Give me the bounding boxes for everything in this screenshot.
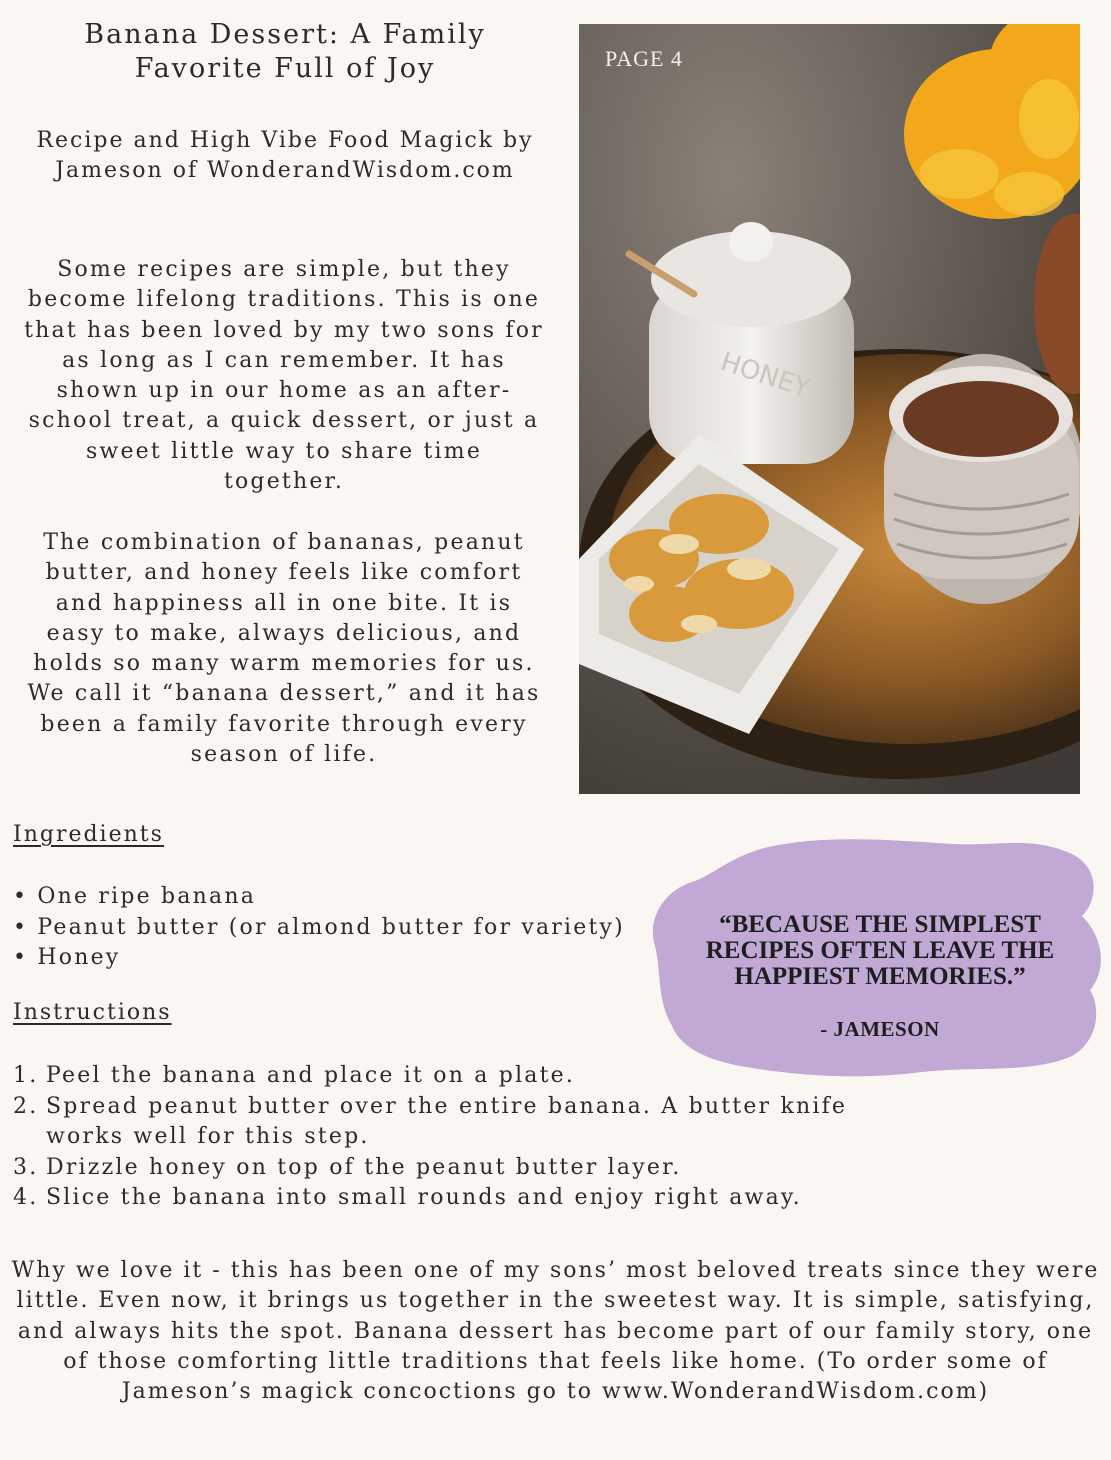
instruction-step — [13, 1153, 913, 1184]
ingredients-heading: Ingredients — [13, 822, 164, 847]
page-title: Banana Dessert: A Family Favorite Full of Joy — [84, 19, 486, 84]
instructions-heading: Instructions — [13, 1000, 172, 1025]
step-text: Drizzle honey on top of the peanut butter layer. — [46, 1154, 682, 1180]
step-text: Slice the banana into small rounds and enjoy right away. — [46, 1185, 802, 1210]
quote-text: “BECAUSE THE SIMPLEST RECIPES OFTEN LEAVE THE HAPPIEST MEMORIES.” — [705, 911, 1055, 990]
step-number: 3. — [13, 1154, 39, 1180]
step-text: Spread peanut butter over the entire banana. A butter knife works well for this step. — [46, 1093, 848, 1149]
byline: Recipe and High Vibe Food Magick by Jameson of WonderandWisdom.com — [36, 128, 534, 183]
instructions-list — [13, 1061, 913, 1214]
page-label: PAGE 4 — [605, 46, 683, 71]
recipe-photo — [579, 24, 1080, 794]
step-number: 1. — [13, 1063, 39, 1088]
quote-author: - JAMESON — [820, 1017, 940, 1041]
step-text: Peel the banana and place it on a plate. — [46, 1063, 576, 1088]
ingredient-item: • Honey — [13, 945, 121, 970]
instruction-step — [13, 1092, 913, 1153]
intro-paragraph-2: The combination of bananas, peanut butter, and honey feels like comfort and happiness all in one bite. It is easy to make, always delicious, and holds so many warm memories for us. We call it “banana dessert,” and it has been a family favorite through every season of life. — [27, 530, 541, 768]
ingredient-item: • One ripe banana — [13, 884, 257, 909]
closing-paragraph: Why we love it - this has been one of my sons’ most beloved treats since they were little. Even now, it brings us together in the sweetest way. It is simple, satisfying, and always hits the spot. Banana dessert has become part of our family story, one of those comforting little traditions that feels like home. (To order some of Jameson’s magick concoctions go to www.WonderandWisdom.com) — [11, 1258, 1100, 1405]
step-number: 2. — [13, 1093, 39, 1119]
step-number: 4. — [13, 1185, 39, 1210]
jar-label: HONEY — [716, 347, 814, 405]
instruction-step — [13, 1183, 913, 1214]
ingredient-item: • Peanut butter (or almond butter for variety) — [13, 914, 625, 940]
intro-paragraph-1: Some recipes are simple, but they become lifelong traditions. This is one that has been loved by my two sons for as long as I can remember. It has shown up in our home as an after-school treat, a quick dessert, or just a sweet little way to share time together. — [24, 257, 544, 495]
ingredients-list — [13, 882, 673, 974]
